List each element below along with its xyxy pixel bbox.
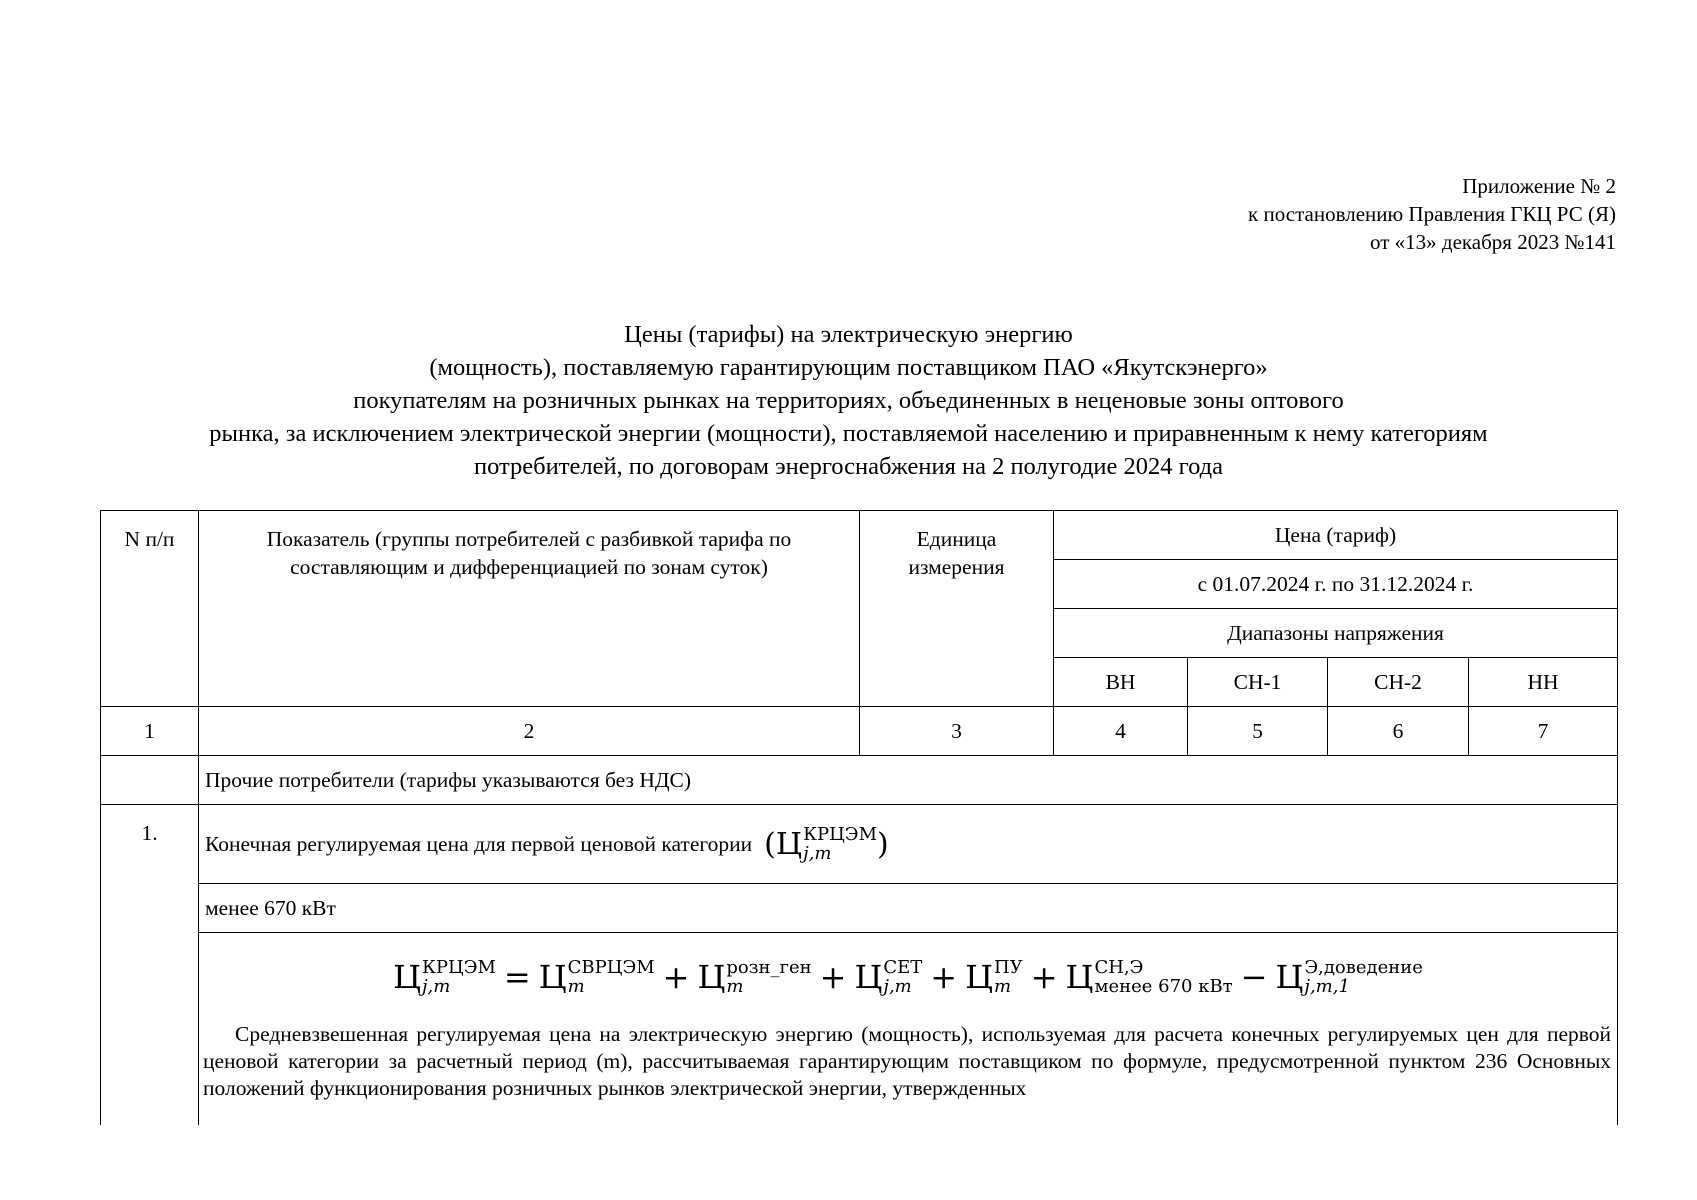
formula-term: Ц xyxy=(854,958,883,996)
section-num-cell xyxy=(101,756,199,805)
section-row xyxy=(101,756,1618,805)
header-unit: Единица измерения xyxy=(860,511,1054,707)
formula-sub: m xyxy=(567,976,585,997)
title-line-1: Цены (тарифы) на электрическую энергию xyxy=(624,321,1073,348)
formula-cell xyxy=(199,933,1618,1126)
column-number: 1 xyxy=(101,707,199,756)
table-row xyxy=(101,805,1618,884)
header-voltage-ranges: Диапазоны напряжения xyxy=(1054,609,1618,658)
column-number: 4 xyxy=(1054,707,1188,756)
header-voltage-nn: НН xyxy=(1469,658,1618,707)
title-line-4: рынка, за исключением электрической энергии (мощности), поставляемой населению и приравненным к нему категориям xyxy=(209,420,1488,447)
column-number: 2 xyxy=(199,707,860,756)
column-number: 3 xyxy=(860,707,1054,756)
annex-date: от «13» декабря 2023 №141 xyxy=(1370,230,1616,254)
annex-number: Приложение № 2 xyxy=(1462,174,1616,198)
tariff-table xyxy=(100,510,1618,1125)
formula xyxy=(199,933,1617,1021)
formula-sup: СВРЦЭМ xyxy=(567,957,655,978)
column-number: 5 xyxy=(1188,707,1328,756)
formula-term: Ц xyxy=(538,958,567,996)
formula-term: Ц xyxy=(697,958,726,996)
formula-operator: + xyxy=(1030,958,1058,996)
table-row xyxy=(101,884,1618,933)
row-title-cell xyxy=(199,805,1618,884)
formula-term: Ц xyxy=(965,958,993,996)
formula-operator: = xyxy=(503,958,531,996)
formula-operator: + xyxy=(819,958,847,996)
formula-sub: m xyxy=(994,976,1012,997)
formula-sup: СН,Э xyxy=(1094,957,1144,978)
formula-operator: + xyxy=(662,958,690,996)
row-title-label: Конечная регулируемая цена для первой ценовой категории xyxy=(205,831,753,856)
formula-term: Ц xyxy=(1275,958,1304,996)
formula-term: Ц xyxy=(1065,958,1094,996)
formula-operator: − xyxy=(1240,958,1268,996)
formula-sup: СЕТ xyxy=(883,957,923,978)
formula-sup: Э,доведение xyxy=(1304,957,1423,978)
header-indicator: Показатель (группы потребителей с разбивкой тарифа по составляющим и дифференциацией по зонам суток) xyxy=(199,511,860,707)
title-line-2: (мощность), поставляемую гарантирующим поставщиком ПАО «Якутскэнерго» xyxy=(429,354,1268,381)
formula-explanation: Средневзвешенная регулируемая цена на электрическую энергию (мощность), используемая для расчета конечных регулируемых цен для первой ценовой категории за расчетный период (m), рассчитываемая гарантирующим поставщиком по формуле, предусмотренной пунктом 236 Основных положений функционирования розничных рынков электрической энергии, утвержденных xyxy=(203,1022,1612,1100)
section-title: Прочие потребители (тарифы указываются без НДС) xyxy=(199,756,1618,805)
symbol-sub: j,m xyxy=(803,843,832,864)
formula-sup: КРЦЭМ xyxy=(421,957,496,978)
formula-sub: j,m,1 xyxy=(1304,976,1350,997)
symbol-sup: КРЦЭМ xyxy=(803,824,878,845)
column-number: 7 xyxy=(1469,707,1618,756)
formula-operator: + xyxy=(930,958,958,996)
annex-resolution: к постановлению Правления ГКЦ РС (Я) xyxy=(1248,202,1616,226)
header-voltage-sn2: СН-2 xyxy=(1328,658,1469,707)
formula-sub: j,m xyxy=(421,976,451,997)
table-row xyxy=(101,933,1618,1126)
row-number: 1. xyxy=(101,805,199,1126)
formula-sub: j,m xyxy=(883,976,912,997)
document-title xyxy=(0,318,1697,483)
subrow-label: менее 670 кВт xyxy=(199,884,1618,933)
formula-sup: розн_ген xyxy=(726,957,812,978)
header-period: с 01.07.2024 г. по 31.12.2024 г. xyxy=(1054,560,1618,609)
symbol-main: Ц xyxy=(775,826,803,862)
header-price: Цена (тариф) xyxy=(1054,511,1618,560)
header-num: N п/п xyxy=(101,511,199,707)
header-voltage-vn: ВН xyxy=(1054,658,1188,707)
column-number: 6 xyxy=(1328,707,1469,756)
title-line-5: потребителей, по договорам энергоснабжения на 2 полугодие 2024 года xyxy=(474,453,1223,480)
annex-header xyxy=(1248,172,1616,256)
formula-sup: ПУ xyxy=(994,957,1023,978)
title-line-3: покупателям на розничных рынках на территориях, объединенных в неценовые зоны оптового xyxy=(353,387,1344,414)
formula-sub: менее 670 кВт xyxy=(1094,976,1233,997)
row-title-symbol: ( Ц КРЦЭМ j,m ) xyxy=(764,824,889,864)
formula-term: Ц xyxy=(393,958,421,996)
column-numbers-row xyxy=(101,707,1618,756)
formula-sub: m xyxy=(726,976,744,997)
header-voltage-sn1: СН-1 xyxy=(1188,658,1328,707)
